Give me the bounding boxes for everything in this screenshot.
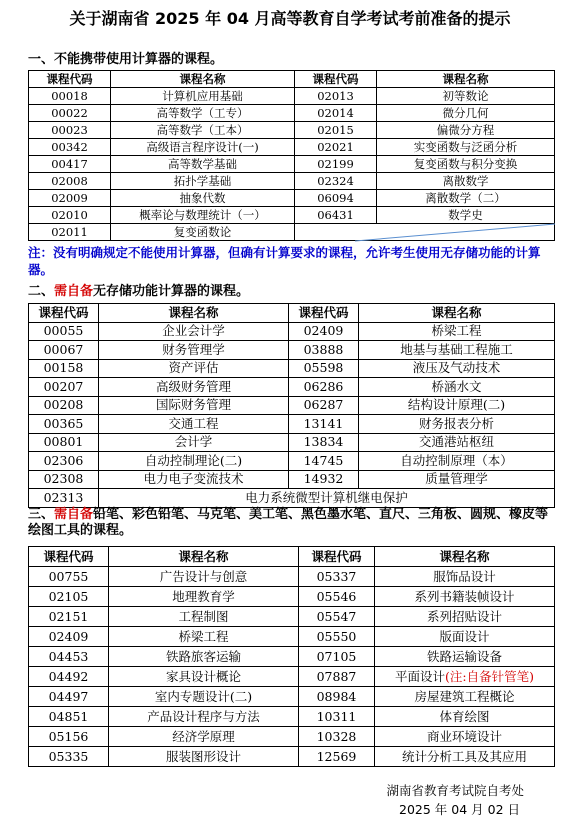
course-name: 交通港站枢纽 — [359, 433, 555, 452]
table-row — [29, 156, 555, 173]
section2-heading — [28, 284, 249, 300]
course-code: 06431 — [295, 207, 377, 224]
course-code: 02014 — [295, 105, 377, 122]
course-code: 02015 — [295, 122, 377, 139]
table-row — [29, 747, 555, 767]
course-code: 14745 — [289, 452, 359, 471]
table-row — [29, 322, 555, 341]
course-code: 13834 — [289, 433, 359, 452]
table-row — [29, 396, 555, 415]
course-name: 复变函数论 — [111, 224, 295, 241]
course-name: 商业环境设计 — [375, 727, 555, 747]
course-name: 版面设计 — [375, 627, 555, 647]
course-code: 02313 — [29, 489, 99, 508]
header-code: 课程代码 — [29, 547, 109, 567]
table-row — [29, 122, 555, 139]
table-row — [29, 190, 555, 207]
course-code: 14932 — [289, 470, 359, 489]
table-drawing-tools — [28, 546, 555, 767]
course-name: 质量管理学 — [359, 470, 555, 489]
table-row — [29, 489, 555, 508]
table-row — [29, 727, 555, 747]
course-code: 04851 — [29, 707, 109, 727]
course-name: 室内专题设计(二) — [109, 687, 299, 707]
course-name: 实变函数与泛函分析 — [377, 139, 555, 156]
table-row — [29, 341, 555, 360]
table-no-calculator — [28, 70, 555, 241]
table-row — [29, 667, 555, 687]
course-name: 高级财务管理 — [99, 378, 289, 397]
course-code: 00365 — [29, 415, 99, 434]
course-code: 02008 — [29, 173, 111, 190]
course-code: 02013 — [295, 88, 377, 105]
table-row — [29, 224, 555, 241]
course-code: 00067 — [29, 341, 99, 360]
course-name: 财务管理学 — [99, 341, 289, 360]
course-name: 电力系统微型计算机继电保护 — [99, 489, 555, 508]
course-name: 铁路运输设备 — [375, 647, 555, 667]
empty-cell — [295, 224, 555, 241]
header-code: 课程代码 — [299, 547, 375, 567]
table-row — [29, 607, 555, 627]
course-code: 06094 — [295, 190, 377, 207]
course-code: 04492 — [29, 667, 109, 687]
course-code: 00055 — [29, 322, 99, 341]
table-row — [29, 587, 555, 607]
course-code: 00023 — [29, 122, 111, 139]
course-code: 02306 — [29, 452, 99, 471]
course-name: 系列招贴设计 — [375, 607, 555, 627]
course-name: 高等数学基础 — [111, 156, 295, 173]
course-name: 系列书籍装帧设计 — [375, 587, 555, 607]
table-row — [29, 433, 555, 452]
course-code: 05337 — [299, 567, 375, 587]
course-name: 广告设计与创意 — [109, 567, 299, 587]
course-name: 交通工程 — [99, 415, 289, 434]
table-row — [29, 452, 555, 471]
course-name: 桥涵水文 — [359, 378, 555, 397]
course-code: 04497 — [29, 687, 109, 707]
course-name: 桥梁工程 — [109, 627, 299, 647]
course-name: 体育绘图 — [375, 707, 555, 727]
footer-date: 2025 年 04 月 02 日 — [399, 802, 520, 817]
course-name: 财务报表分析 — [359, 415, 555, 434]
course-code: 02009 — [29, 190, 111, 207]
course-code: 02409 — [29, 627, 109, 647]
table-row — [29, 415, 555, 434]
course-code: 00022 — [29, 105, 111, 122]
calculator-note: 注：没有明确规定不能使用计算器，但确有计算要求的课程，允许考生使用无存储功能的计算器。 — [28, 245, 541, 277]
course-name: 工程制图 — [109, 607, 299, 627]
table-row — [29, 647, 555, 667]
course-name: 产品设计程序与方法 — [109, 707, 299, 727]
section3-rest: 铅笔、彩色铅笔、马克笔、美工笔、黑色墨水笔、直尺、三角板、圆规、橡皮等绘图工具的课程。 — [28, 507, 549, 538]
header-code: 课程代码 — [29, 71, 111, 88]
course-code: 02409 — [289, 322, 359, 341]
header-name: 课程名称 — [359, 304, 555, 323]
course-name: 抽象代数 — [111, 190, 295, 207]
table-row — [29, 359, 555, 378]
course-code: 03888 — [289, 341, 359, 360]
header-name: 课程名称 — [375, 547, 555, 567]
course-name: 房屋建筑工程概论 — [375, 687, 555, 707]
table-row — [29, 378, 555, 397]
table-row — [29, 627, 555, 647]
table-header-row — [29, 71, 555, 88]
course-name: 偏微分方程 — [377, 122, 555, 139]
course-name: 服装图形设计 — [109, 747, 299, 767]
course-code: 00342 — [29, 139, 111, 156]
header-code: 课程代码 — [29, 304, 99, 323]
section3-prefix: 三、 — [28, 507, 55, 522]
header-name: 课程名称 — [377, 71, 555, 88]
table-row — [29, 207, 555, 224]
header-name: 课程名称 — [109, 547, 299, 567]
header-name: 课程名称 — [111, 71, 295, 88]
section3-highlight: 需自备 — [54, 507, 94, 522]
course-name: 经济学原理 — [109, 727, 299, 747]
table-row — [29, 105, 555, 122]
course-code: 02324 — [295, 173, 377, 190]
footer-org: 湖南省教育考试院自考处 — [386, 783, 524, 798]
course-name: 地理教育学 — [109, 587, 299, 607]
course-code: 00207 — [29, 378, 99, 397]
course-name: 地基与基础工程施工 — [359, 341, 555, 360]
course-name: 离散数学（二） — [377, 190, 555, 207]
course-code: 02011 — [29, 224, 111, 241]
course-name — [375, 667, 555, 687]
course-code: 04453 — [29, 647, 109, 667]
course-name: 自动控制原理（本） — [359, 452, 555, 471]
course-name: 高等数学（工专） — [111, 105, 295, 122]
course-name: 数学史 — [377, 207, 555, 224]
course-name: 高等数学（工本） — [111, 122, 295, 139]
course-code: 10328 — [299, 727, 375, 747]
course-code: 02308 — [29, 470, 99, 489]
course-code: 02151 — [29, 607, 109, 627]
course-code: 06287 — [289, 396, 359, 415]
course-code: 05598 — [289, 359, 359, 378]
special-requirement-note: (注:自备针管笔) — [445, 668, 534, 684]
course-name: 计算机应用基础 — [111, 88, 295, 105]
table-row — [29, 88, 555, 105]
course-code: 00801 — [29, 433, 99, 452]
table-row — [29, 470, 555, 489]
section2-highlight: 需自备 — [54, 284, 94, 299]
course-code: 00417 — [29, 156, 111, 173]
course-name: 复变函数与积分变换 — [377, 156, 555, 173]
course-name: 液压及气动技术 — [359, 359, 555, 378]
course-name: 自动控制理论(二) — [99, 452, 289, 471]
course-code: 10311 — [299, 707, 375, 727]
course-name: 离散数学 — [377, 173, 555, 190]
section1-heading: 一、不能携带使用计算器的课程。 — [28, 52, 224, 67]
course-code: 00158 — [29, 359, 99, 378]
section3-heading — [28, 507, 558, 539]
course-name: 电力电子变流技术 — [99, 470, 289, 489]
table-header-row — [29, 547, 555, 567]
table-need-calculator — [28, 303, 555, 508]
course-code: 13141 — [289, 415, 359, 434]
header-name: 课程名称 — [99, 304, 289, 323]
course-code: 02199 — [295, 156, 377, 173]
course-code: 00755 — [29, 567, 109, 587]
table-row — [29, 173, 555, 190]
table-header-row — [29, 304, 555, 323]
course-code: 05547 — [299, 607, 375, 627]
course-code: 00018 — [29, 88, 111, 105]
course-code: 05546 — [299, 587, 375, 607]
page-title: 关于湖南省 2025 年 04 月高等教育自学考试考前准备的提示 — [69, 9, 511, 28]
course-code: 07105 — [299, 647, 375, 667]
course-name: 初等数论 — [377, 88, 555, 105]
course-name: 结构设计原理(二) — [359, 396, 555, 415]
course-code: 05156 — [29, 727, 109, 747]
header-code: 课程代码 — [295, 71, 377, 88]
table-row — [29, 567, 555, 587]
course-code: 02021 — [295, 139, 377, 156]
course-code: 08984 — [299, 687, 375, 707]
course-name: 服饰品设计 — [375, 567, 555, 587]
table-row — [29, 139, 555, 156]
course-code: 00208 — [29, 396, 99, 415]
section2-prefix: 二、 — [28, 284, 55, 299]
course-name: 企业会计学 — [99, 322, 289, 341]
course-name: 桥梁工程 — [359, 322, 555, 341]
course-name: 高级语言程序设计(一) — [111, 139, 295, 156]
course-name: 资产评估 — [99, 359, 289, 378]
section2-rest: 无存储功能计算器的课程。 — [93, 284, 250, 299]
course-code: 02010 — [29, 207, 111, 224]
table-row — [29, 707, 555, 727]
course-name: 家具设计概论 — [109, 667, 299, 687]
table-row — [29, 687, 555, 707]
course-name: 统计分析工具及其应用 — [375, 747, 555, 767]
course-name: 微分几何 — [377, 105, 555, 122]
course-name: 拓扑学基础 — [111, 173, 295, 190]
course-code: 07887 — [299, 667, 375, 687]
header-code: 课程代码 — [289, 304, 359, 323]
course-name: 国际财务管理 — [99, 396, 289, 415]
course-code: 06286 — [289, 378, 359, 397]
course-name: 会计学 — [99, 433, 289, 452]
course-code: 12569 — [299, 747, 375, 767]
course-name: 概率论与数理统计（一） — [111, 207, 295, 224]
course-code: 05550 — [299, 627, 375, 647]
course-name: 铁路旅客运输 — [109, 647, 299, 667]
course-code: 05335 — [29, 747, 109, 767]
course-name-text: 平面设计 — [395, 668, 446, 684]
course-code: 02105 — [29, 587, 109, 607]
